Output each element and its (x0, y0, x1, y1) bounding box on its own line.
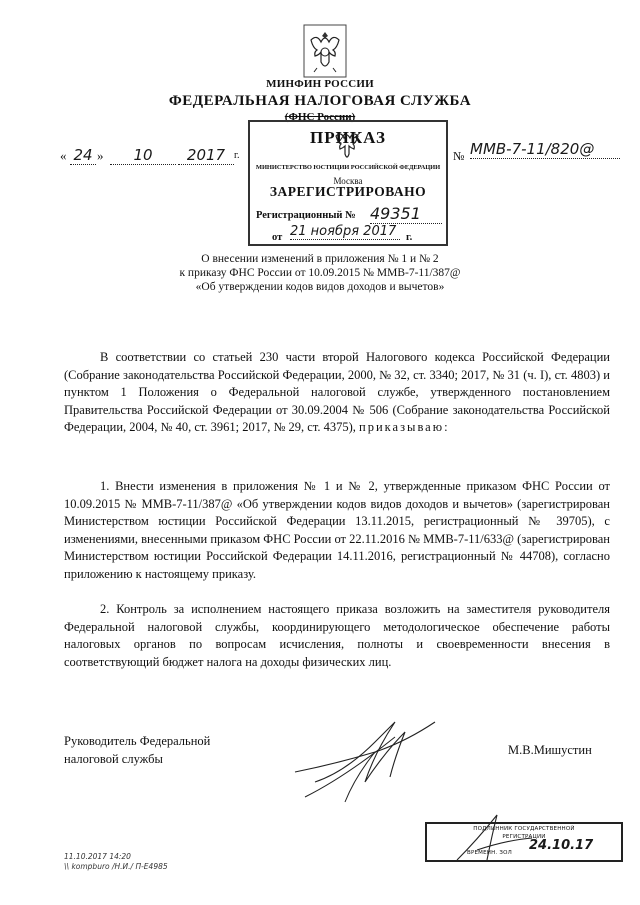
stamp-registered: ЗАРЕГИСТРИРОВАНО (269, 184, 427, 199)
signatory-name: М.В.Мишустин (508, 743, 592, 757)
stamp-date: 21 ноября 2017 (290, 224, 400, 240)
copy-stamp-signature (447, 810, 537, 866)
order-year: 2017 (178, 146, 234, 165)
copy-stamp-line-2: РЕГИСТРАЦИИ (502, 834, 546, 840)
subject-line-2: к приказу ФНС России от 10.09.2015 № ММВ-7-11/387@ (179, 267, 461, 279)
service-abbreviation: (ФНС России) (284, 111, 356, 123)
order-day: 24 (70, 146, 96, 165)
signatory-position: Руководитель Федеральной налоговой службы (64, 734, 211, 766)
stamp-city: Москва (333, 176, 363, 186)
orders-word: приказываю: (359, 420, 450, 434)
stamp-ministry: МИНИСТЕРСТВО ЮСТИЦИИ РОССИЙСКОЙ ФЕДЕРАЦИИ (255, 164, 441, 171)
stamp-reg-label: Регистрационный № (256, 210, 356, 221)
item-1-paragraph: 1. Внести изменения в приложения № 1 и № 2, утвержденные приказом ФНС России от 10.09.2015 № ММВ-7-11/387@ «Об утверждении кодов видов доходов и вычетов» (зарегистрирован Министерством юстиции Российской Федерации 13.11.2015, регистрационный № 39705), с изменениями, внесенными приказом ФНС России от 22.11.2016 № ММВ-7-11/633@ (зарегистрирован Министерством юстиции Российской Федерации 14.11.2016, регистрационный № 44708), согласно приложению к настоящему приказу. (64, 479, 610, 581)
order-year-suffix: г. (234, 150, 240, 161)
ministry-name: МИНФИН РОССИИ (266, 78, 374, 90)
subject-line-3: «Об утверждении кодов видов доходов и вычетов» (195, 281, 445, 293)
stamp-eagle-icon (332, 128, 362, 162)
copy-stamp (425, 822, 623, 862)
order-number: ММВ-7-11/820@ (470, 140, 620, 159)
preamble-paragraph: В соответствии со статьей 230 части второй Налогового кодекса Российской Федерации (Собрание законодательства Российской Федерации, 2000, № 32, ст. 3340; 2017, № 31 (ч. I), ст. 4803) и пунктом 1 Положения о Федеральной налоговой службе, утвержденного постановлением Правительства Российской Федерации от 30.09.2004 № 506 (Собрание законодательства Российской Федерации, 2004, № 40, ст. 3961; 2017, № 29, ст. 4375), приказываю: (64, 350, 610, 434)
footer-filename: \\ kompburo /Н.И./ П-Е4985 (64, 862, 168, 871)
handwritten-signature (285, 712, 455, 812)
copy-stamp-date: 24.10.17 (529, 838, 594, 853)
stamp-title: ПРИКАЗ (310, 128, 386, 147)
footer-timestamp: 11.10.2017 14:20 (64, 852, 131, 861)
order-subject (0, 252, 640, 294)
order-month: 10 (110, 146, 176, 165)
stamp-date-prefix: от (272, 232, 283, 243)
copy-stamp-line-1: ПОДЛИННИК ГОСУДАРСТВЕННОЙ (473, 826, 575, 832)
stamp-date-suffix: г. (406, 232, 413, 243)
coat-of-arms-emblem (303, 24, 347, 78)
subject-line-1: О внесении изменений в приложения № 1 и № 2 (201, 253, 439, 265)
registration-stamp (248, 120, 448, 246)
order-date: « 24 » 10 2017 г. (60, 146, 240, 164)
order-number-sign: № (453, 149, 465, 163)
copy-stamp-line-3: ВРЕМЕНН. ЗОЛ (467, 850, 512, 856)
stamp-reg-number: 49351 (370, 204, 442, 224)
service-name: ФЕДЕРАЛЬНАЯ НАЛОГОВАЯ СЛУЖБА (168, 93, 472, 109)
item-2-paragraph: 2. Контроль за исполнением настоящего приказа возложить на заместителя руководителя Федеральной налоговой службы, координирующего методологическое обеспечение работы налоговых органов по вопросам исчисления, полноты и своевременности внесения в соответствующий бюджет налога на доходы физических лиц. (64, 602, 610, 669)
